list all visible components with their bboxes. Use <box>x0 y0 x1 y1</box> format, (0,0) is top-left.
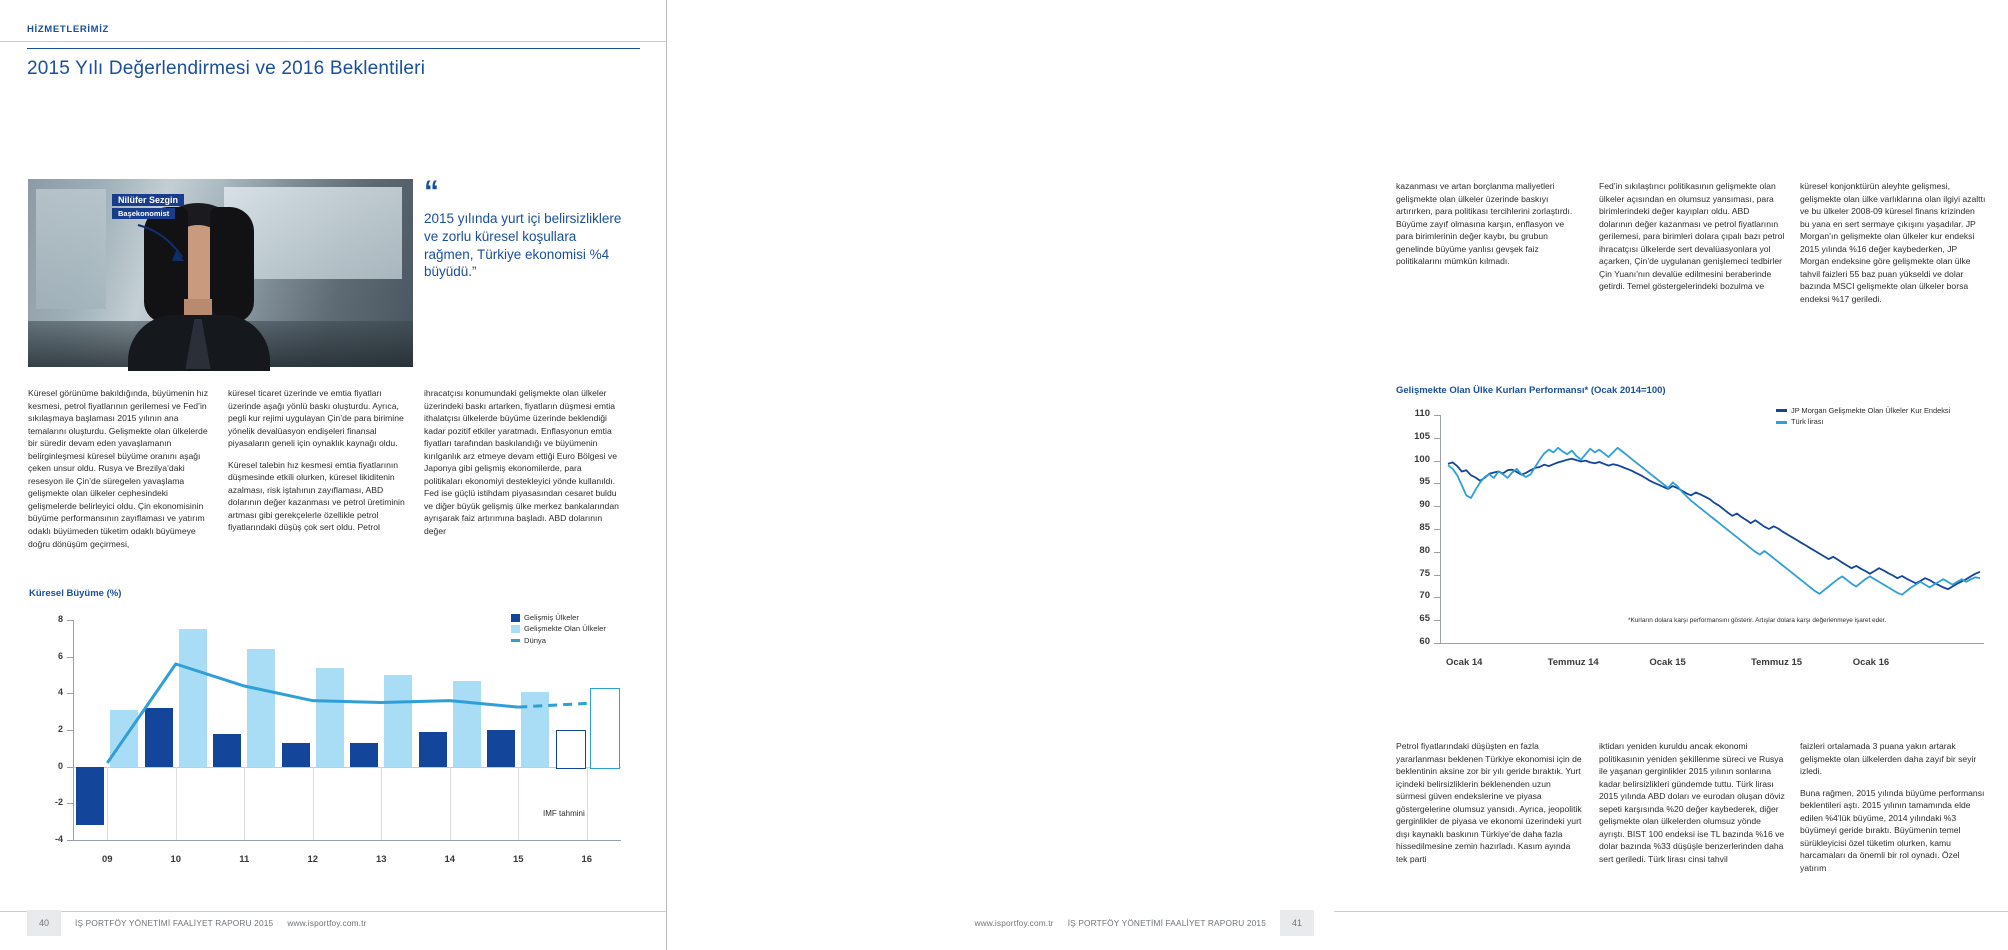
portrait-photo <box>28 179 413 367</box>
paragraph: küresel konjonktürün aleyhte gelişmesi, gelişmekte olan ülke varlıklarına olan ilgiyi azalttı ve bu ülkeler 2008-09 küresel finans krizinden bu yana en sert sermaye çıkışını yaşadılar. JP Morgan’ın gelişmekte olan ülkeler kur endeksi 2015 yılında %16 değer kaybederken, JP Morgan endeksine göre gelişmekte olan ülke tahvil faizleri 55 baz puan yükseldi ve dolar bazında MSCI gelişmekte olan ülkeler borsa endeksi %17 geriledi. <box>1800 181 1986 304</box>
paragraph: Petrol fiyatlarındaki düşüşten en fazla yararlanması beklenen Türkiye ekonomisi için de beklentinin aksine zor bir yılı geride bıraktık. Yurt içindeki belirsizliklerin beklenenden uzun sürmesi güven endekslerine ve piyasa göstergelerine olumsuz yansıdı. Ayrıca, jeopolitik gerginlikler de piyasa ve ekonomi üzerindeki yurt dışı kaynaklı baskının Türkiye’de daha fazla hissedilmesine zemin hazırladı. Kasım ayında tek parti <box>1396 741 1582 864</box>
left-column-3 <box>424 387 620 547</box>
line-y-tick-label: 85 <box>1419 522 1430 533</box>
bar-category-divider <box>107 767 108 840</box>
legend-label: Dünya <box>524 635 546 645</box>
line-y-tick-label: 105 <box>1414 430 1430 442</box>
pull-quote-text: 2015 yılında yurt içi belirsizliklere ve zorlu küresel koşullara rağmen, Türkiye ekonomisi %4 büyüdü.” <box>424 211 622 280</box>
chart-title: Gelişmekte Olan Ülke Kurları Performansı* (Ocak 2014=100) <box>1396 385 1666 396</box>
bar-x-tick-label: 13 <box>375 854 387 865</box>
line-x-tick-label: Temmuz 15 <box>1751 657 1803 668</box>
bar-segment <box>419 732 447 767</box>
photo-window-left <box>36 189 106 309</box>
legend-item <box>1776 405 1950 416</box>
line-y-tick-label: 70 <box>1419 590 1430 602</box>
bar-zero-line <box>73 767 621 768</box>
line-y-tick-label: 65 <box>1419 613 1430 625</box>
legend-swatch <box>1776 421 1787 424</box>
left-column-1 <box>28 387 213 559</box>
bar-x-tick-label: 10 <box>170 854 182 865</box>
right-column-6 <box>1800 740 1986 883</box>
pull-quote <box>424 175 624 281</box>
bar-x-tick-label: 12 <box>307 854 319 865</box>
global-growth-chart <box>27 588 627 873</box>
bar-segment <box>556 730 586 769</box>
right-page <box>667 0 1986 950</box>
subject-hair-right <box>210 207 254 323</box>
fx-index-lines <box>1396 405 1986 667</box>
right-column-4 <box>1396 740 1582 874</box>
imf-forecast-annotation: IMF tahmini <box>543 809 585 818</box>
bar-y-tick-label: 8 <box>57 614 63 624</box>
legend-label: Gelişmekte Olan Ülkeler <box>524 624 606 634</box>
photo-name-badge: Nilüfer Sezgin <box>112 194 184 206</box>
line-x-tick-label: Ocak 15 <box>1649 657 1686 668</box>
bar-y-tick-label: 0 <box>57 760 63 771</box>
chart-title: Küresel Büyüme (%) <box>29 588 122 599</box>
bar-segment <box>213 734 241 767</box>
bar-category-divider <box>176 767 177 840</box>
line-chart-legend <box>1776 405 1950 428</box>
line-y-tick-label: 95 <box>1419 476 1430 488</box>
legend-label: JP Morgan Gelişmekte Olan Ülkeler Kur Endeksi <box>1791 406 1951 415</box>
paragraph: Fed’in sıkılaştırıcı politikasının gelişmekte olan ülkeler açısından en olumsuz yansıması, para birimlerindeki değer kayıpları oldu. ABD dolarının değer kazanması ve petrol fiyatlarının gerilemesi, para birimleri dolara çıpalı bazı petrol ihracatçısı ülkelerde sert devalüasyonlara yol açarken, Çin’de uygulanan genişlemeci tedbirler Çin Yuanı’nın devalüe edilmesini beraberinde getirdi. Temel göstergelerindeki bozulma ve <box>1599 181 1785 292</box>
legend-label: Türk lirası <box>1791 417 1824 427</box>
line-chart-plot <box>1396 405 1986 667</box>
bar-category-divider <box>587 767 588 840</box>
bar-segment <box>590 688 620 769</box>
bar-y-tick-label: 6 <box>57 650 63 661</box>
bar-segment <box>316 668 344 767</box>
bar-x-tick-label: 15 <box>512 854 524 865</box>
title-rule <box>27 48 640 49</box>
bar-segment <box>487 730 515 767</box>
right-column-1 <box>1396 180 1582 277</box>
bar-segment <box>247 649 275 766</box>
legend-item <box>1776 416 1950 427</box>
photo-role-badge: Başekonomist <box>112 208 175 219</box>
bar-category-divider <box>313 767 314 840</box>
paragraph: Buna rağmen, 2015 yılında büyüme performansı beklentileri aştı. 2015 yılının tamamında elde edilen %4’lük büyüme, 2014 yılındaki %3 büyümeyi geride bıraktı. Büyümenin temel sürükleyicisi özel tüketim olurken, kamu harcamaları da önemli bir rol oynadı. Özel yatırım <box>1800 787 1985 873</box>
legend-swatch <box>511 614 520 622</box>
paragraph: küresel ticaret üzerinde ve emtia fiyatları üzerinde aşağı yönlü baskı oluşturdu. Ayrıca, pegli kur rejimi uygulayan Çin’de para birimine yönelik devalüasyon endişeleri finansal piyasaların geneli için oynaklık kaynağı oldu. <box>228 388 404 449</box>
header-rule <box>0 41 666 42</box>
bar-segment <box>384 675 412 767</box>
page-title: 2015 Yılı Değerlendirmesi ve 2016 Beklentileri <box>27 58 426 79</box>
paragraph: iktidarı yeniden kuruldu ancak ekonomi politikasının yeniden şekillenme süreci ve Rusya ile yaşanan gerginlikler 2015 yılının sonlarına kadar belirsizlikleri gündemde tuttu. Türk lirası 2015 yılında ABD doları ve eurodan oluşan döviz sepeti karşısında %20 değer kaybederek, diğer gelişmekte olan ülkelerden olumsuz yönde ayrıştı. BIST 100 endeksi ise TL bazında %16 ve dolar bazında %33 düşüşle benzerlerinden daha sert geriledi. Türk lirası cinsi tahvil <box>1599 741 1785 864</box>
bar-segment <box>521 692 549 767</box>
right-column-2 <box>1599 180 1785 302</box>
footer-publication: İŞ PORTFÖY YÖNETİMİ FAALİYET RAPORU 2015 <box>1067 918 1266 928</box>
bar-category-divider <box>450 767 451 840</box>
paragraph: faizleri ortalamada 3 puana yakın artarak gelişmekte olan ülkelerden daha zayıf bir seyir izledi. <box>1800 741 1977 777</box>
section-kicker: HİZMETLERİMİZ <box>27 24 109 35</box>
right-footer <box>974 910 1314 936</box>
bar-chart-legend <box>511 612 606 646</box>
bar-y-tick-label: 4 <box>57 687 63 698</box>
bar-x-tick-label: 09 <box>101 854 113 865</box>
legend-item <box>511 623 606 634</box>
legend-swatch <box>1776 409 1787 412</box>
line-x-tick-label: Temmuz 14 <box>1547 657 1599 668</box>
right-column-3 <box>1800 180 1986 314</box>
line-y-tick-label: 60 <box>1419 636 1430 647</box>
bar-segment <box>110 710 138 767</box>
line-y-tick-label: 90 <box>1419 499 1430 511</box>
bar-segment <box>145 708 173 767</box>
legend-swatch <box>511 639 520 642</box>
paragraph: kazanması ve artan borçlanma maliyetleri gelişmekte olan ülkeler üzerinde baskıyı artırırken, para politikası tercihlerini zorlaştırdı. Büyüme zayıf olmasına karşın, enflasyon ve para birimlerinin değer kaybı, bu grubun genelinde büyüme yanlısı gevşek faiz politikalarını mümkün kılmadı. <box>1396 181 1573 267</box>
bar-category-divider <box>518 767 519 840</box>
paragraph: Küresel görünüme bakıldığında, büyümenin hız kesmesi, petrol fiyatlarının gerilemesi ve Fed’in sıkılaşmaya başlaması 2015 yılının ana temalarını oluşturdu. Gelişmekte olan ülkelerde bir süredir devam eden yavaşlamanın belirginleşmesi küresel büyüme oranını aşağı çeken unsur oldu. Rusya ve Brezilya’daki resesyon ile Çin’de süregelen yavaşlama gelişmekte olan ülkeler cephesindeki gelişmelerde belirleyici oldu. Çin ekonomisinin büyüme performansının zayıflaması ve yatırım odaklı büyümeden tüketim odaklı büyümeye doğru dönüşüm geçirmesi, <box>28 388 209 549</box>
bar-y-tick-label: 2 <box>57 724 63 734</box>
bar-x-tick-label: 14 <box>444 854 456 865</box>
line-y-tick-label: 75 <box>1419 567 1430 579</box>
left-column-2 <box>228 387 413 543</box>
bar-y-axis <box>73 620 74 840</box>
line-x-tick-label: Ocak 14 <box>1446 657 1483 668</box>
bar-x-axis <box>73 840 621 841</box>
bar-segment <box>453 681 481 767</box>
chart-footnote: *Kurların dolara karşı performansını gösterir. Artışlar dolara karşı değerlenmeye işaret eder. <box>1628 617 1887 624</box>
bar-category-divider <box>381 767 382 840</box>
line-series <box>1448 459 1980 589</box>
left-footer <box>27 910 367 936</box>
legend-item <box>511 612 606 623</box>
footer-url[interactable]: www.isportfoy.com.tr <box>287 918 367 928</box>
paragraph: ihracatçısı konumundaki gelişmekte olan ülkeler üzerindeki baskı artarken, fiyatların düşmesi emtia ithalatçısı ülkelerde büyüme üzerinde beklendiği kadar pozitif etkiler yaratmadı. Enflasyonun emtia fiyatları tarafından baskılandığı ve büyümenin kırılganlık arz etmeye devam ettiği Euro Bölgesi ve Japonya gibi gelişmiş ekonomilerde, para politikaları ekonomiyi destekleyici yönde kullanıldı. Fed ise güçlü istihdam piyasasından cesaret buldu ve diğer büyük gelişmiş ülke merkez bankalarından ayrışarak faiz artırımına başladı. ABD dolarının değer <box>424 388 619 537</box>
left-page <box>0 0 666 950</box>
line-y-tick-label: 110 <box>1414 408 1430 419</box>
line-x-tick-label: Ocak 16 <box>1852 657 1890 668</box>
bar-segment <box>350 743 378 767</box>
legend-item <box>511 635 606 646</box>
footer-publication: İŞ PORTFÖY YÖNETİMİ FAALİYET RAPORU 2015 <box>75 918 274 928</box>
footer-rule <box>1334 911 2008 912</box>
bar-segment <box>76 767 104 826</box>
bar-x-tick-label: 16 <box>581 854 593 865</box>
legend-swatch <box>511 625 520 633</box>
bar-chart-plot <box>27 610 627 870</box>
bar-segment <box>179 629 207 767</box>
em-fx-performance-chart <box>1396 385 1986 685</box>
bar-segment <box>282 743 310 767</box>
right-column-5 <box>1599 740 1785 874</box>
bar-x-tick-label: 11 <box>239 854 250 865</box>
bar-y-tick-label: -2 <box>54 797 63 808</box>
paragraph: Küresel talebin hız kesmesi emtia fiyatlarının düşmesinde etkili olurken, küresel likiditenin azalması, risk iştahının zayıflaması, ABD dolarının değer kazanması ve petrol üretiminin artması gibi gerekçelerle özellikle petrol fiyatlarındaki düşüş çok sert oldu. Petrol <box>228 459 405 533</box>
pointer-arrow-icon <box>136 223 194 265</box>
bar-y-tick-label: -4 <box>54 834 63 844</box>
bar-category-divider <box>244 767 245 840</box>
page-number: 41 <box>1280 910 1314 936</box>
line-y-tick-label: 100 <box>1414 453 1430 465</box>
page-number: 40 <box>27 910 61 936</box>
footer-url[interactable]: www.isportfoy.com.tr <box>974 918 1054 928</box>
line-y-tick-label: 80 <box>1419 544 1430 556</box>
legend-label: Gelişmiş Ülkeler <box>524 613 579 622</box>
line-series <box>1448 448 1980 595</box>
quote-mark-icon: “ <box>424 175 437 208</box>
